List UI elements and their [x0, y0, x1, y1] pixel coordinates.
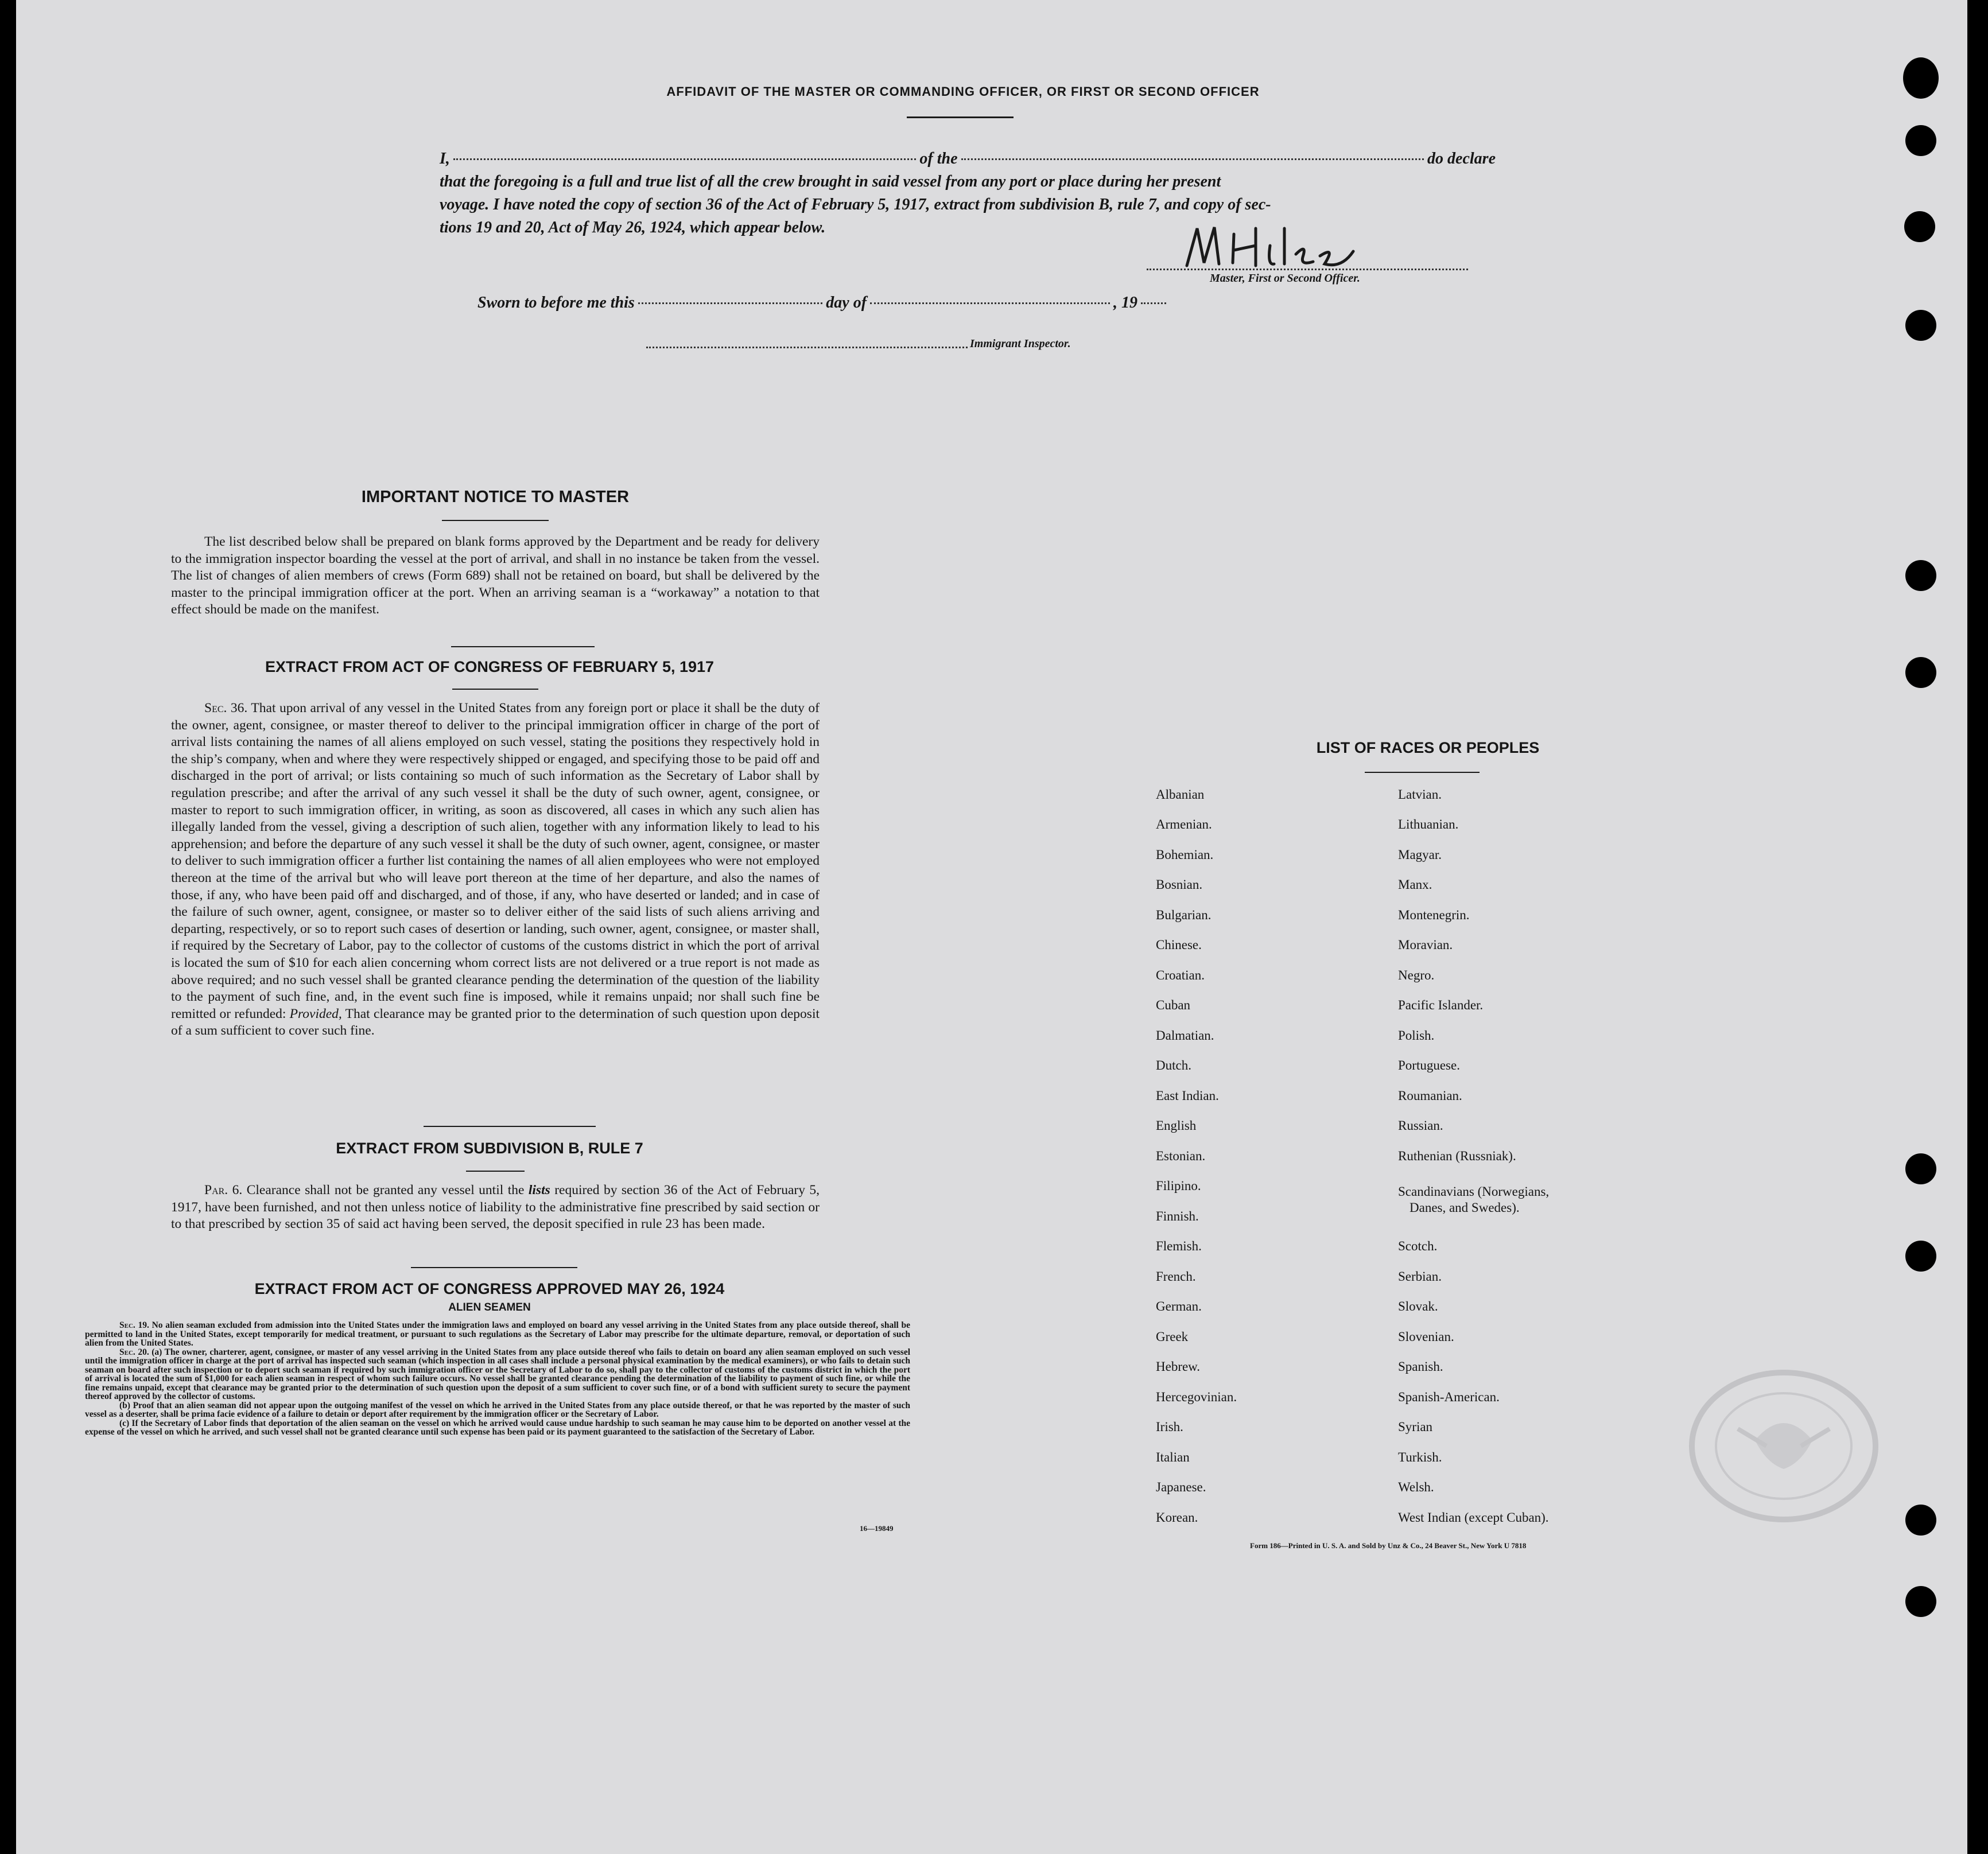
race-item: Polish.: [1398, 1028, 1435, 1043]
race-item: Italian: [1156, 1450, 1190, 1464]
sworn-label: Sworn to before me this: [477, 294, 635, 312]
race-item: Pacific Islander.: [1398, 998, 1484, 1012]
sec-20-label: Sec. 20.: [119, 1347, 149, 1357]
notice-divider: [442, 520, 549, 521]
section-body-end: That clearance may be granted prior to the determination of such question upon deposit of a sum sufficient to cover such fine.: [171, 1006, 820, 1039]
race-item: Albanian: [1156, 787, 1205, 802]
rule-7-heading: EXTRACT FROM SUBDIVISION B, RULE 7: [336, 1140, 643, 1157]
race-item: French.: [1156, 1269, 1196, 1284]
sec-20-paragraph: [85, 1348, 910, 1401]
punch-hole: [1905, 1505, 1936, 1536]
sec-19-paragraph: [85, 1321, 910, 1348]
punch-hole: [1905, 310, 1936, 341]
punch-hole: [1905, 657, 1936, 688]
alien-seamen-subheading: ALIEN SEAMEN: [448, 1301, 531, 1313]
punch-hole: [1905, 1153, 1936, 1184]
rule-7-body: Clearance shall not be granted any vessel until the: [246, 1183, 525, 1198]
act-1917-divider: [452, 689, 538, 690]
race-item: Bosnian.: [1156, 877, 1203, 892]
sworn-dayof-label: day of: [826, 294, 867, 312]
vessel-label: of the: [919, 150, 958, 168]
race-item: Croatian.: [1156, 968, 1205, 982]
race-item: Russian.: [1398, 1118, 1443, 1133]
affidavit-title: AFFIDAVIT OF THE MASTER OR COMMANDING OFFICER, OR FIRST OR SECOND OFFICER: [666, 84, 1260, 99]
race-item: Moravian.: [1398, 938, 1453, 952]
punch-hole: [1905, 1586, 1936, 1617]
race-item: Negro.: [1398, 968, 1435, 982]
notice-text: The list described below shall be prepared on blank forms approved by the Department and be ready for delivery to the immigration inspector boarding the vessel at the port of arrival, and shall in no instance be taken from the vessel. The list of changes of alien members of crews (Form 689) shall not be retained on board, but shall be delivered by the master to the principal immigration officer at the port. When an arriving seaman is a “workaway” a notation to that effect should be made on the manifest.: [171, 534, 820, 617]
act-1917-heading: EXTRACT FROM ACT OF CONGRESS OF FEBRUARY 5, 1917: [265, 658, 715, 675]
race-item: Armenian.: [1156, 817, 1212, 831]
inspector-signature-field[interactable]: [646, 347, 968, 348]
race-item: English: [1156, 1118, 1197, 1133]
race-item: Welsh.: [1398, 1480, 1434, 1494]
race-item: Portuguese.: [1398, 1058, 1460, 1072]
embossed-seal-icon: [1686, 1366, 1881, 1526]
race-item: Slovenian.: [1398, 1330, 1454, 1344]
paragraph-label: Par. 6.: [204, 1183, 243, 1198]
sec-20a-text: (a) The owner, charterer, agent, consignee, or master of any vessel arriving in the United States from any place outside thereof who fails to detain on board any alien seaman employed on such vessel until the immigration officer in charge at the port of arrival has inspected such seaman (which inspection in all cases shall include a personal physical examination by the medical examiners), or who fails to detain such seaman on board after such inspection or to deport such seaman if required by such immigration officer or the Secretary of Labor to do so, shall pay to the collector of customs of the customs district in which the port of arrival is located the sum of $1,000 for each alien seaman in respect of whom such failure occurs. No vessel shall be granted clearance pending the determination of the liability to payment of such fine, or while the fine remains unpaid, except that clearance may be granted prior to the determination of such question upon the deposit of a sum sufficient to cover such fine, or of a bond with sufficient surety to secure the payment thereof approved by the collector of customs.: [85, 1347, 910, 1401]
sec-19-text: No alien seaman excluded from admission into the United States under the immigration laws and employed on board any vessel arriving in the United States from any place outside thereof, shall be permitted to land in the United States, except temporarily for medical treatment, or pursuant to such regulations as the Secretary of Labor may prescribe for the ultimate departure, removal, or deportation of such alien from the United States.: [85, 1320, 911, 1348]
notice-end-divider: [451, 646, 595, 647]
rule-7-body-end: required by section 36 of the Act of February 5, 1917, have been furnished, and not then unless notice of liability to the administrative fine prescribed by said section or to that prescribed by section 35 of said act having been served, the deposit specified in rule 23 has been made.: [171, 1183, 820, 1232]
race-item: Danes, and Swedes).: [1410, 1200, 1520, 1215]
race-item: Irish.: [1156, 1420, 1183, 1434]
race-item: Hercegovinian.: [1156, 1390, 1237, 1404]
sworn-year-label: , 19: [1113, 294, 1137, 312]
declaration-line: that the foregoing is a full and true list of all the crew brought in said vessel from any port or place during her present: [440, 173, 1221, 191]
act-1917-text: [171, 700, 820, 1040]
race-item: Filipino.: [1156, 1179, 1201, 1193]
rule-7-text: [171, 1182, 820, 1233]
vessel-name-field[interactable]: [961, 158, 1424, 160]
rule-7-divider: [466, 1171, 525, 1172]
form-footer: Form 186—Printed in U. S. A. and Sold by Unz & Co., 24 Beaver St., New York U 7818: [1250, 1541, 1527, 1550]
race-item: Scotch.: [1398, 1239, 1438, 1253]
race-item: Cuban: [1156, 998, 1191, 1012]
race-item: Korean.: [1156, 1510, 1198, 1525]
declaration-line: tions 19 and 20, Act of May 26, 1924, which appear below.: [440, 219, 826, 236]
punch-hole: [1904, 211, 1935, 242]
race-item: Ruthenian (Russniak).: [1398, 1149, 1516, 1163]
race-item: Roumanian.: [1398, 1089, 1462, 1103]
signature-caption: Master, First or Second Officer.: [1210, 272, 1360, 285]
inspector-caption: Immigrant Inspector.: [970, 337, 1071, 350]
race-item: Spanish.: [1398, 1359, 1443, 1374]
provided-word: Provided,: [289, 1006, 342, 1021]
declare-label: do declare: [1427, 150, 1496, 168]
race-item: Scandinavians (Norwegians,: [1398, 1184, 1550, 1199]
race-item: Slovak.: [1398, 1299, 1438, 1313]
race-item: Greek: [1156, 1330, 1189, 1344]
races-heading: LIST OF RACES OR PEOPLES: [1316, 739, 1540, 756]
race-item: Japanese.: [1156, 1480, 1206, 1494]
act-1924-text: [85, 1321, 910, 1437]
race-item: Chinese.: [1156, 938, 1202, 952]
declarant-name-field[interactable]: [453, 158, 917, 160]
race-item: Dalmatian.: [1156, 1028, 1214, 1043]
races-divider: [1365, 772, 1480, 773]
sworn-day-field[interactable]: [638, 302, 822, 304]
punch-hole: [1903, 57, 1939, 99]
sworn-year-field[interactable]: [1141, 302, 1166, 304]
race-item: Dutch.: [1156, 1058, 1191, 1072]
race-item: Flemish.: [1156, 1239, 1202, 1253]
lists-word: lists: [528, 1183, 550, 1198]
race-item: Spanish-American.: [1398, 1390, 1500, 1404]
declarant-label: I,: [440, 150, 450, 168]
declaration-line: voyage. I have noted the copy of section 36 of the Act of February 5, 1917, extract from subdivision B, rule 7, and copy of sec-: [440, 196, 1271, 213]
race-item: Estonian.: [1156, 1149, 1206, 1163]
act-1924-heading: EXTRACT FROM ACT OF CONGRESS APPROVED MAY 26, 1924: [254, 1280, 725, 1297]
race-item: Latvian.: [1398, 787, 1442, 802]
race-item: Montenegrin.: [1398, 908, 1470, 922]
section-label: Sec. 36.: [204, 701, 248, 716]
title-divider: [907, 116, 1014, 118]
race-item: Lithuanian.: [1398, 817, 1459, 831]
rule-7-end-divider: [411, 1267, 577, 1268]
sworn-month-field[interactable]: [870, 302, 1110, 304]
race-item: West Indian (except Cuban).: [1398, 1510, 1549, 1525]
sec-20c-text: (c) If the Secretary of Labor finds that deportation of the alien seaman on the vessel on which he arrived would cause undue hardship to such seaman he may cause him to be deported on another vessel at the expense of the vessel on which he arrived, and such vessel shall not be granted clearance until such expense has been paid or its payment guaranteed to the satisfaction of the Secretary of Labor.: [85, 1418, 910, 1437]
race-item: Turkish.: [1398, 1450, 1442, 1464]
race-item: Bulgarian.: [1156, 908, 1212, 922]
sec-19-label: Sec. 19.: [119, 1320, 149, 1330]
punch-hole: [1905, 125, 1936, 156]
race-item: Serbian.: [1398, 1269, 1442, 1284]
race-item: Magyar.: [1398, 848, 1442, 862]
notice-heading: IMPORTANT NOTICE TO MASTER: [361, 488, 630, 506]
punch-hole: [1905, 560, 1936, 591]
sworn-line: [477, 291, 1170, 314]
sec-20b-text: (b) Proof that an alien seaman did not appear upon the outgoing manifest of the vessel on which he arrived in the United States from any place outside thereof, or that he was reported by the master of such vessel as a deserter, shall be prima facie evidence of a failure to detain or deport after requirement by the immigration officer or the Secretary of Labor.: [85, 1400, 910, 1419]
race-item: German.: [1156, 1299, 1202, 1313]
act-1917-end-divider: [424, 1126, 596, 1127]
form-code: 16—19849: [860, 1524, 894, 1533]
document-page: [16, 0, 1967, 1854]
race-item: East Indian.: [1156, 1089, 1219, 1103]
race-item: Bohemian.: [1156, 848, 1214, 862]
signature-line: [1147, 269, 1468, 270]
race-item: Hebrew.: [1156, 1359, 1201, 1374]
race-item: Finnish.: [1156, 1209, 1199, 1223]
race-item: Manx.: [1398, 877, 1432, 892]
punch-hole: [1905, 1241, 1936, 1272]
section-body: That upon arrival of any vessel in the United States from any foreign port or place it shall be the duty of the owner, agent, consignee, or master thereof to deliver to the principal immigration officer in charge of the port of arrival lists containing the names of all aliens employed on such vessel, stating the positions they respectively hold in the ship’s company, when and where they were respectively shipped or engaged, and specifying those to be paid off and discharged in the port of arrival; or lists containing so much of such information as the Secretary of Labor shall by regulation prescribe; and after the arrival of any such vessel it shall be the duty of such owner, agent, consignee, or master to report to such immigration officer, in writing, as soon as discovered, all cases in which any such alien has illegally landed from the vessel, giving a description of such alien, together with any information likely to lead to his apprehension; and before the departure of any such vessel it shall be the duty of such owner, agent, consignee, or master to deliver to such immigration officer a further list containing the names of all alien employees who were not employed thereon at the time of the arrival but who will leave port thereon at the time of her departure, and also the names of those, if any, who have been paid off and discharged, and of those, if any, who have deserted or landed; and in case of the failure of such owner, agent, consignee, or master so to deliver either of the said lists of such aliens arriving and departing, respectively, or so to report such cases of desertion or landing, such owner, agent, consignee, or master shall, if required by the Secretary of Labor, pay to the collector of customs of the customs district in which the port of arrival is located the sum of $10 for each alien concerning whom correct lists are not delivered or a true report is not made as above required; and no such vessel shall be granted clearance pending the determination of the question of the liability to the payment of such fine, and, in the event such fine is imposed, while it remains unpaid; nor shall such fine be remitted or refunded:: [171, 701, 820, 1021]
race-item: Syrian: [1398, 1420, 1433, 1434]
